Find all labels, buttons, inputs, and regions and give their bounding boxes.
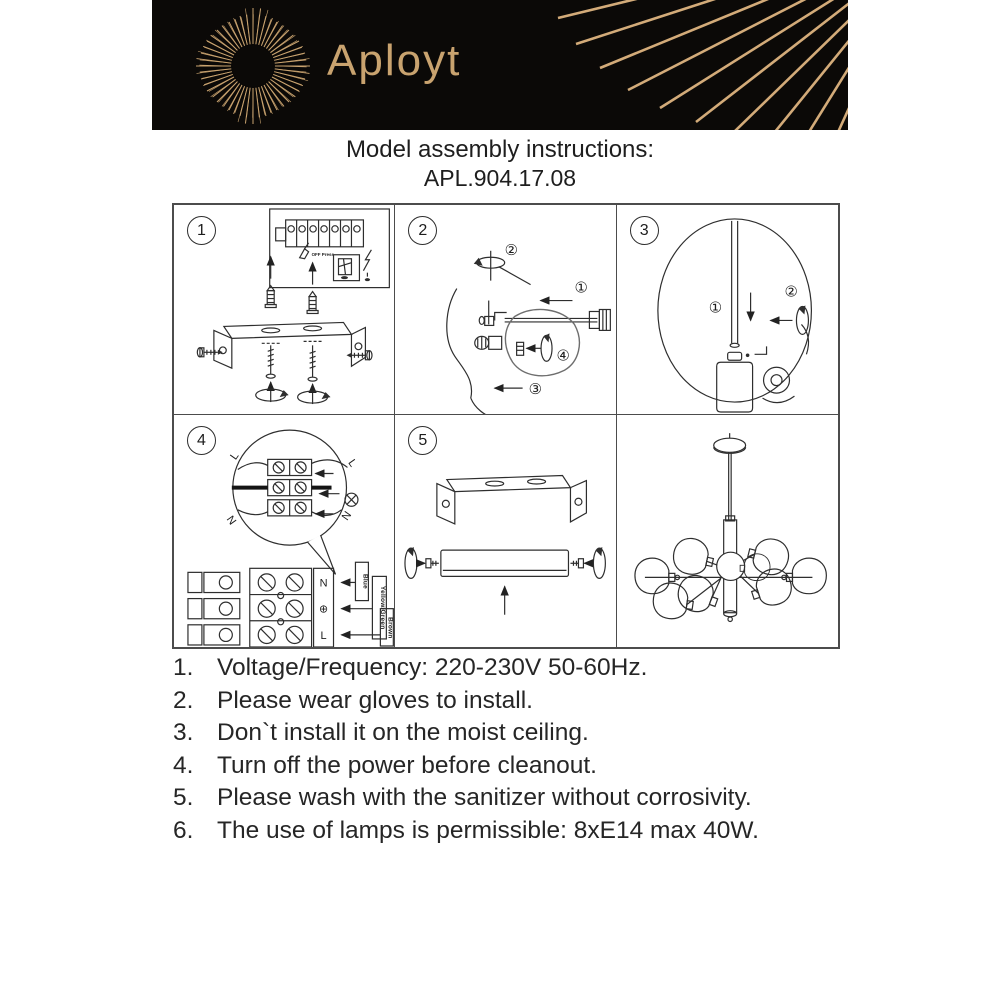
instruction-number: 6. [173,816,194,844]
screw-icon [405,547,439,578]
instruction-text: Voltage/Frequency: 220-230V 50-60Hz. [217,654,648,681]
panel-1-number: 1 [187,216,216,245]
screw-icon [571,547,606,578]
panel-3 [617,205,838,415]
lamp-shade [781,558,826,594]
instruction-item [173,717,873,750]
instruction-number: 1. [173,654,194,681]
earth-symbol: ⊕ [318,603,329,616]
corner-rays-decoration [548,0,848,130]
rotate-symbol [770,306,808,335]
panel-5 [395,415,616,647]
step-1-label: ① [574,278,589,297]
bubble-n-left: N [223,513,239,528]
instructions-list [173,652,873,847]
model-number: APL.904.17.08 [423,164,577,191]
instruction-number: 5. [173,784,194,811]
panel-5-number: 5 [408,426,437,455]
side-screw-icon [346,351,372,360]
inset-note: OFF Press [311,251,334,257]
panel-2 [395,205,616,415]
rotate-symbol [474,251,531,285]
step-3-label: ③ [528,380,543,399]
instruction-text: Please wash with the sanitizer without corrosivity. [217,784,752,811]
panel-3-number: 3 [630,216,659,245]
panel-4-number: 4 [187,426,216,455]
ceiling-canopy [713,433,745,453]
instruction-text: Please wear gloves to install. [217,686,533,714]
terminal-l: L [320,629,327,642]
brand-name: Aployt [327,36,462,85]
step-2-label: ② [504,240,519,259]
brand-banner [152,0,848,130]
panel-6 [617,415,838,647]
wire-labels [341,562,393,646]
lightning-icon [363,250,371,281]
bubble-terminals [268,459,312,515]
instruction-text: Don`t install it on the moist ceiling. [217,719,589,746]
panel-4 [174,415,395,647]
wire-brown: Brown [386,617,394,639]
lamp-socket-icon [590,310,611,331]
assembly-steps-grid [172,203,840,649]
instruction-item [173,685,873,718]
lamp-shade [670,535,716,578]
bubble-n-right: N [339,509,355,523]
wire-yellow-green: Yellow/Green [378,585,386,630]
side-screw-icon [197,348,223,357]
instruction-number: 4. [173,751,194,779]
instruction-text: The use of lamps is permissible: 8xE14 max 40W. [217,816,759,844]
lamp-shade [651,581,695,622]
instruction-number: 3. [173,719,194,746]
page-title: Model assembly instructions: [345,136,655,163]
wire-blue: Blue [361,573,369,589]
instruction-item [173,782,873,815]
bubble-l-right: L [345,457,359,470]
screw-icon [256,345,289,402]
hand-press-icon [300,243,309,259]
sunburst-logo-icon [188,3,318,129]
instruction-text: Turn off the power before cleanout. [217,751,597,779]
set-screw-icon [517,333,552,361]
lamp-shade [747,565,796,611]
terminal-n: N [319,577,328,590]
wiring-box-icon [334,255,360,281]
terminal-block [188,568,334,647]
instruction-number: 2. [173,686,194,714]
instruction-item [173,750,873,783]
bubble-l-left: L [228,450,242,463]
panel-2-number: 2 [408,216,437,245]
instruction-item [173,652,873,685]
step-4-label: ④ [556,346,571,365]
chandelier-drawing [617,415,838,647]
step-2-label: ② [784,282,798,301]
wall-anchor-icon [265,257,276,308]
screw-icon [298,345,331,404]
instruction-item [173,815,873,848]
panel-1 [174,205,395,415]
title-block [0,136,1000,192]
step-1-label: ① [708,298,722,317]
